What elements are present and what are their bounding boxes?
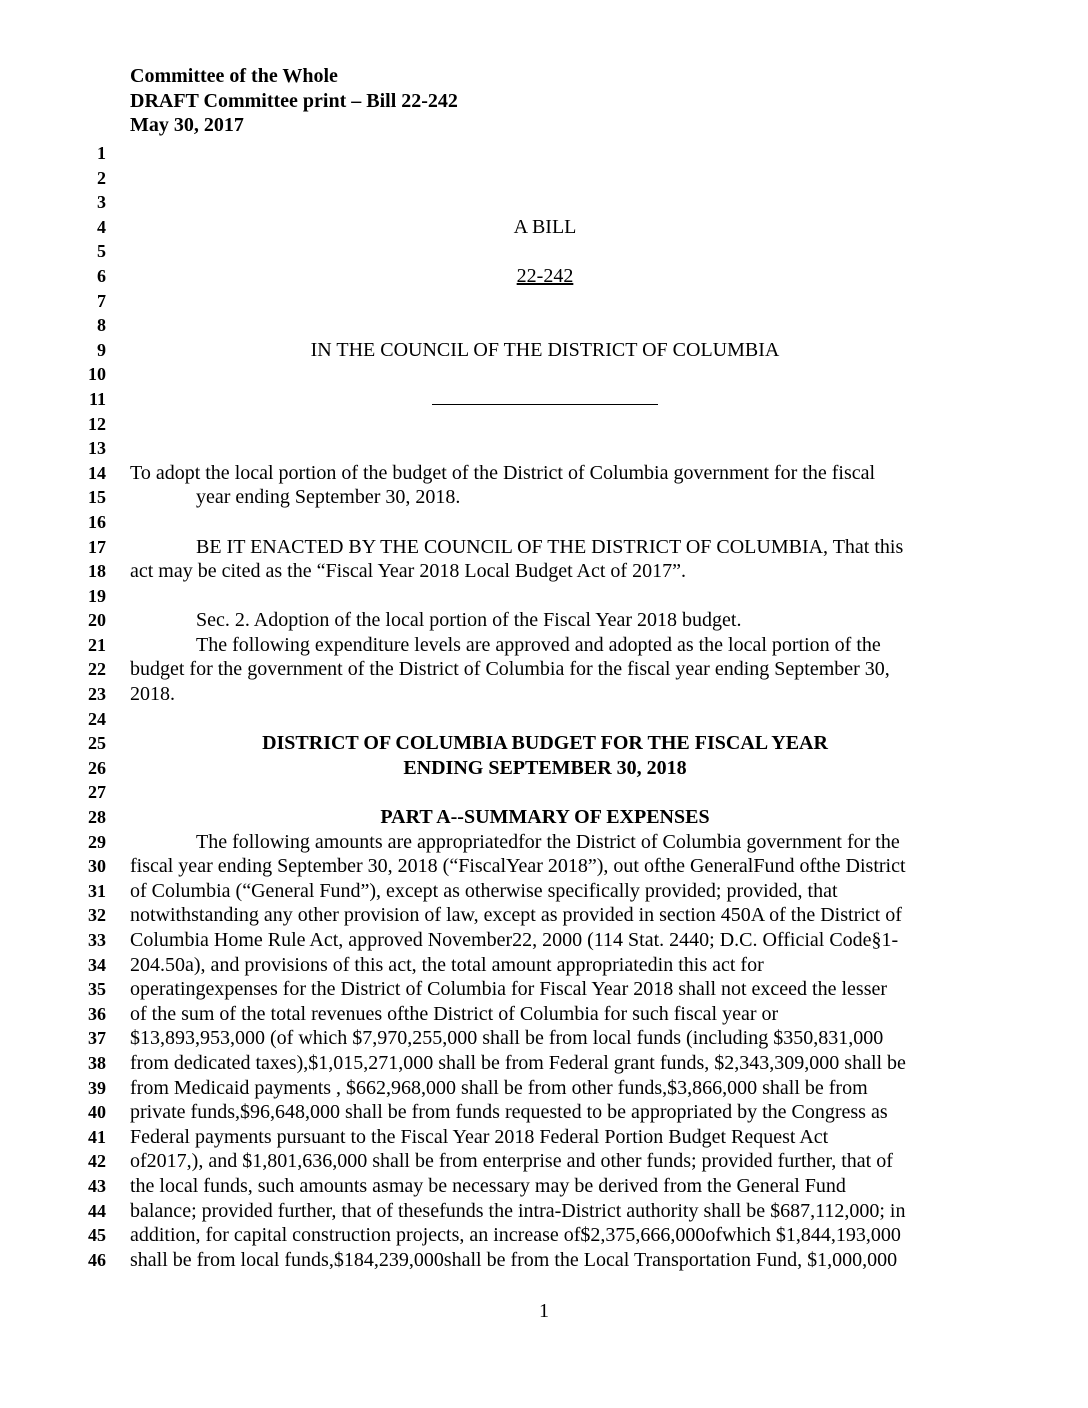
section-2-line-22: budget for the government of the District of Columbia for the fiscal year ending September 30, bbox=[130, 658, 890, 681]
header-draft-print: DRAFT Committee print – Bill 22-242 bbox=[130, 89, 458, 112]
part-a-line-32: notwithstanding any other provision of law, except as provided in section 450A of the District of bbox=[130, 904, 902, 927]
line-number: 25 bbox=[88, 733, 106, 754]
part-a-line-46: shall be from local funds,$184,239,000shall be from the Local Transportation Fund, $1,000,000 bbox=[130, 1248, 898, 1271]
budget-heading-line-25: DISTRICT OF COLUMBIA BUDGET FOR THE FISCAL YEAR bbox=[262, 732, 828, 755]
line-10 bbox=[130, 362, 960, 387]
part-a-line-45: addition, for capital construction projects, an increase of$2,375,666,000ofwhich $1,844,193,000 bbox=[130, 1224, 901, 1247]
line-5 bbox=[130, 239, 960, 264]
line-number: 15 bbox=[88, 487, 106, 508]
line-number: 12 bbox=[88, 413, 106, 434]
header-committee: Committee of the Whole bbox=[130, 65, 338, 87]
line-16 bbox=[130, 510, 960, 535]
line-19 bbox=[130, 584, 960, 609]
line-number-column bbox=[60, 141, 106, 1272]
line-number: 37 bbox=[88, 1028, 106, 1049]
line-number: 7 bbox=[97, 290, 106, 311]
enacting-clause-18: act may be cited as the “Fiscal Year 2018 Local Budget Act of 2017”. bbox=[130, 560, 686, 583]
line-number: 40 bbox=[88, 1102, 106, 1123]
line-3 bbox=[130, 190, 960, 215]
line-number: 41 bbox=[88, 1126, 106, 1147]
purpose-line-15: year ending September 30, 2018. bbox=[196, 486, 461, 509]
line-number: 32 bbox=[88, 905, 106, 926]
part-a-line-42: of2017,), and $1,801,636,000 shall be from enterprise and other funds; provided further, that of bbox=[130, 1150, 893, 1173]
part-a-line-41: Federal payments pursuant to the Fiscal Year 2018 Federal Portion Budget Request Act bbox=[130, 1125, 829, 1148]
line-number: 27 bbox=[88, 782, 106, 803]
line-7 bbox=[130, 289, 960, 314]
line-number: 22 bbox=[88, 659, 106, 680]
enacting-clause-17: BE IT ENACTED BY THE COUNCIL OF THE DISTRICT OF COLUMBIA, That this bbox=[196, 535, 904, 558]
part-a-line-40: private funds,$96,648,000 shall be from funds requested to be appropriated by the Congress as bbox=[130, 1101, 888, 1124]
line-number: 9 bbox=[97, 339, 106, 360]
part-a-line-29: The following amounts are appropriatedfor the District of Columbia government for the bbox=[196, 830, 900, 853]
line-number: 19 bbox=[88, 585, 106, 606]
line-number: 35 bbox=[88, 979, 106, 1000]
line-number: 38 bbox=[88, 1052, 106, 1073]
line-number: 29 bbox=[88, 831, 106, 852]
line-number: 43 bbox=[88, 1175, 106, 1196]
line-27 bbox=[130, 780, 960, 805]
line-number: 28 bbox=[88, 807, 106, 828]
line-1 bbox=[130, 141, 960, 166]
part-a-line-38: from dedicated taxes),$1,015,271,000 shall be from Federal grant funds, $2,343,309,000 shall be bbox=[130, 1051, 906, 1074]
line-number: 10 bbox=[88, 364, 106, 385]
part-a-line-44: balance; provided further, that of thesefunds the intra-District authority shall be $687,112,000; in bbox=[130, 1199, 906, 1222]
line-number: 5 bbox=[97, 241, 106, 262]
part-a-line-34: 204.50a), and provisions of this act, the total amount appropriatedin this act for bbox=[130, 953, 764, 976]
line-24 bbox=[130, 707, 960, 732]
line-number: 11 bbox=[88, 388, 106, 409]
signature-line-row bbox=[130, 387, 960, 412]
section-2-line-21: The following expenditure levels are approved and adopted as the local portion of the bbox=[196, 633, 881, 656]
budget-heading-line-26: ENDING SEPTEMBER 30, 2018 bbox=[403, 756, 687, 779]
part-a-line-33: Columbia Home Rule Act, approved November22, 2000 (114 Stat. 2440; D.C. Official Code§1- bbox=[130, 929, 899, 951]
line-number: 2 bbox=[97, 167, 106, 188]
line-number: 42 bbox=[88, 1151, 106, 1172]
part-a-line-30: fiscal year ending September 30, 2018 (“FiscalYear 2018”), out ofthe GeneralFund ofthe District bbox=[130, 855, 906, 878]
page-number: 1 bbox=[539, 1300, 549, 1322]
line-number: 16 bbox=[88, 511, 106, 532]
line-number: 33 bbox=[88, 930, 106, 950]
line-number: 44 bbox=[88, 1200, 106, 1221]
line-number: 4 bbox=[97, 216, 106, 237]
line-number: 24 bbox=[88, 708, 106, 729]
part-a-line-43: the local funds, such amounts asmay be necessary may be derived from the General Fund bbox=[130, 1174, 846, 1197]
line-12 bbox=[130, 412, 960, 437]
line-number: 17 bbox=[88, 536, 106, 557]
line-number: 18 bbox=[88, 561, 106, 582]
line-number: 39 bbox=[88, 1077, 106, 1098]
line-8 bbox=[130, 313, 960, 338]
part-a-line-39: from Medicaid payments , $662,968,000 shall be from other funds,$3,866,000 shall be from bbox=[130, 1076, 868, 1099]
line-number: 1 bbox=[97, 143, 106, 163]
line-number: 23 bbox=[88, 684, 106, 705]
line-number: 13 bbox=[88, 438, 106, 459]
line-number: 14 bbox=[88, 462, 106, 483]
bill-number: 22-242 bbox=[516, 264, 574, 287]
section-2-heading: Sec. 2. Adoption of the local portion of the Fiscal Year 2018 budget. bbox=[196, 609, 742, 632]
line-number: 46 bbox=[88, 1249, 106, 1270]
council-heading: IN THE COUNCIL OF THE DISTRICT OF COLUMBIA bbox=[310, 338, 780, 361]
signature-line bbox=[432, 390, 658, 405]
line-number: 45 bbox=[88, 1225, 106, 1246]
line-number: 8 bbox=[97, 315, 106, 336]
line-number: 31 bbox=[88, 880, 106, 901]
line-13 bbox=[130, 436, 960, 461]
part-a-line-31: of Columbia (“General Fund”), except as otherwise specifically provided; provided, that bbox=[130, 879, 838, 902]
line-number: 30 bbox=[88, 856, 106, 877]
line-number: 20 bbox=[88, 610, 106, 631]
line-number: 26 bbox=[88, 757, 106, 778]
line-number: 36 bbox=[88, 1003, 106, 1024]
part-a-line-35: operatingexpenses for the District of Columbia for Fiscal Year 2018 shall not exceed the lesser bbox=[130, 978, 888, 1001]
line-number: 6 bbox=[97, 265, 106, 286]
part-a-heading: PART A--SUMMARY OF EXPENSES bbox=[380, 806, 710, 829]
line-number: 21 bbox=[88, 634, 106, 655]
bill-title: A BILL bbox=[513, 215, 577, 238]
header-date: May 30, 2017 bbox=[130, 114, 244, 136]
line-number: 34 bbox=[88, 954, 106, 975]
bill-body bbox=[130, 141, 960, 1272]
line-2 bbox=[130, 166, 960, 191]
document-header bbox=[130, 64, 458, 138]
purpose-line-14: To adopt the local portion of the budget of the District of Columbia government for the fiscal bbox=[130, 461, 876, 484]
part-a-line-36: of the sum of the total revenues ofthe District of Columbia for such fiscal year or bbox=[130, 1002, 779, 1025]
section-2-line-23: 2018. bbox=[130, 683, 175, 706]
line-number: 3 bbox=[97, 192, 106, 213]
part-a-line-37: $13,893,953,000 (of which $7,970,255,000 shall be from local funds (including $350,831,000 bbox=[130, 1027, 884, 1050]
